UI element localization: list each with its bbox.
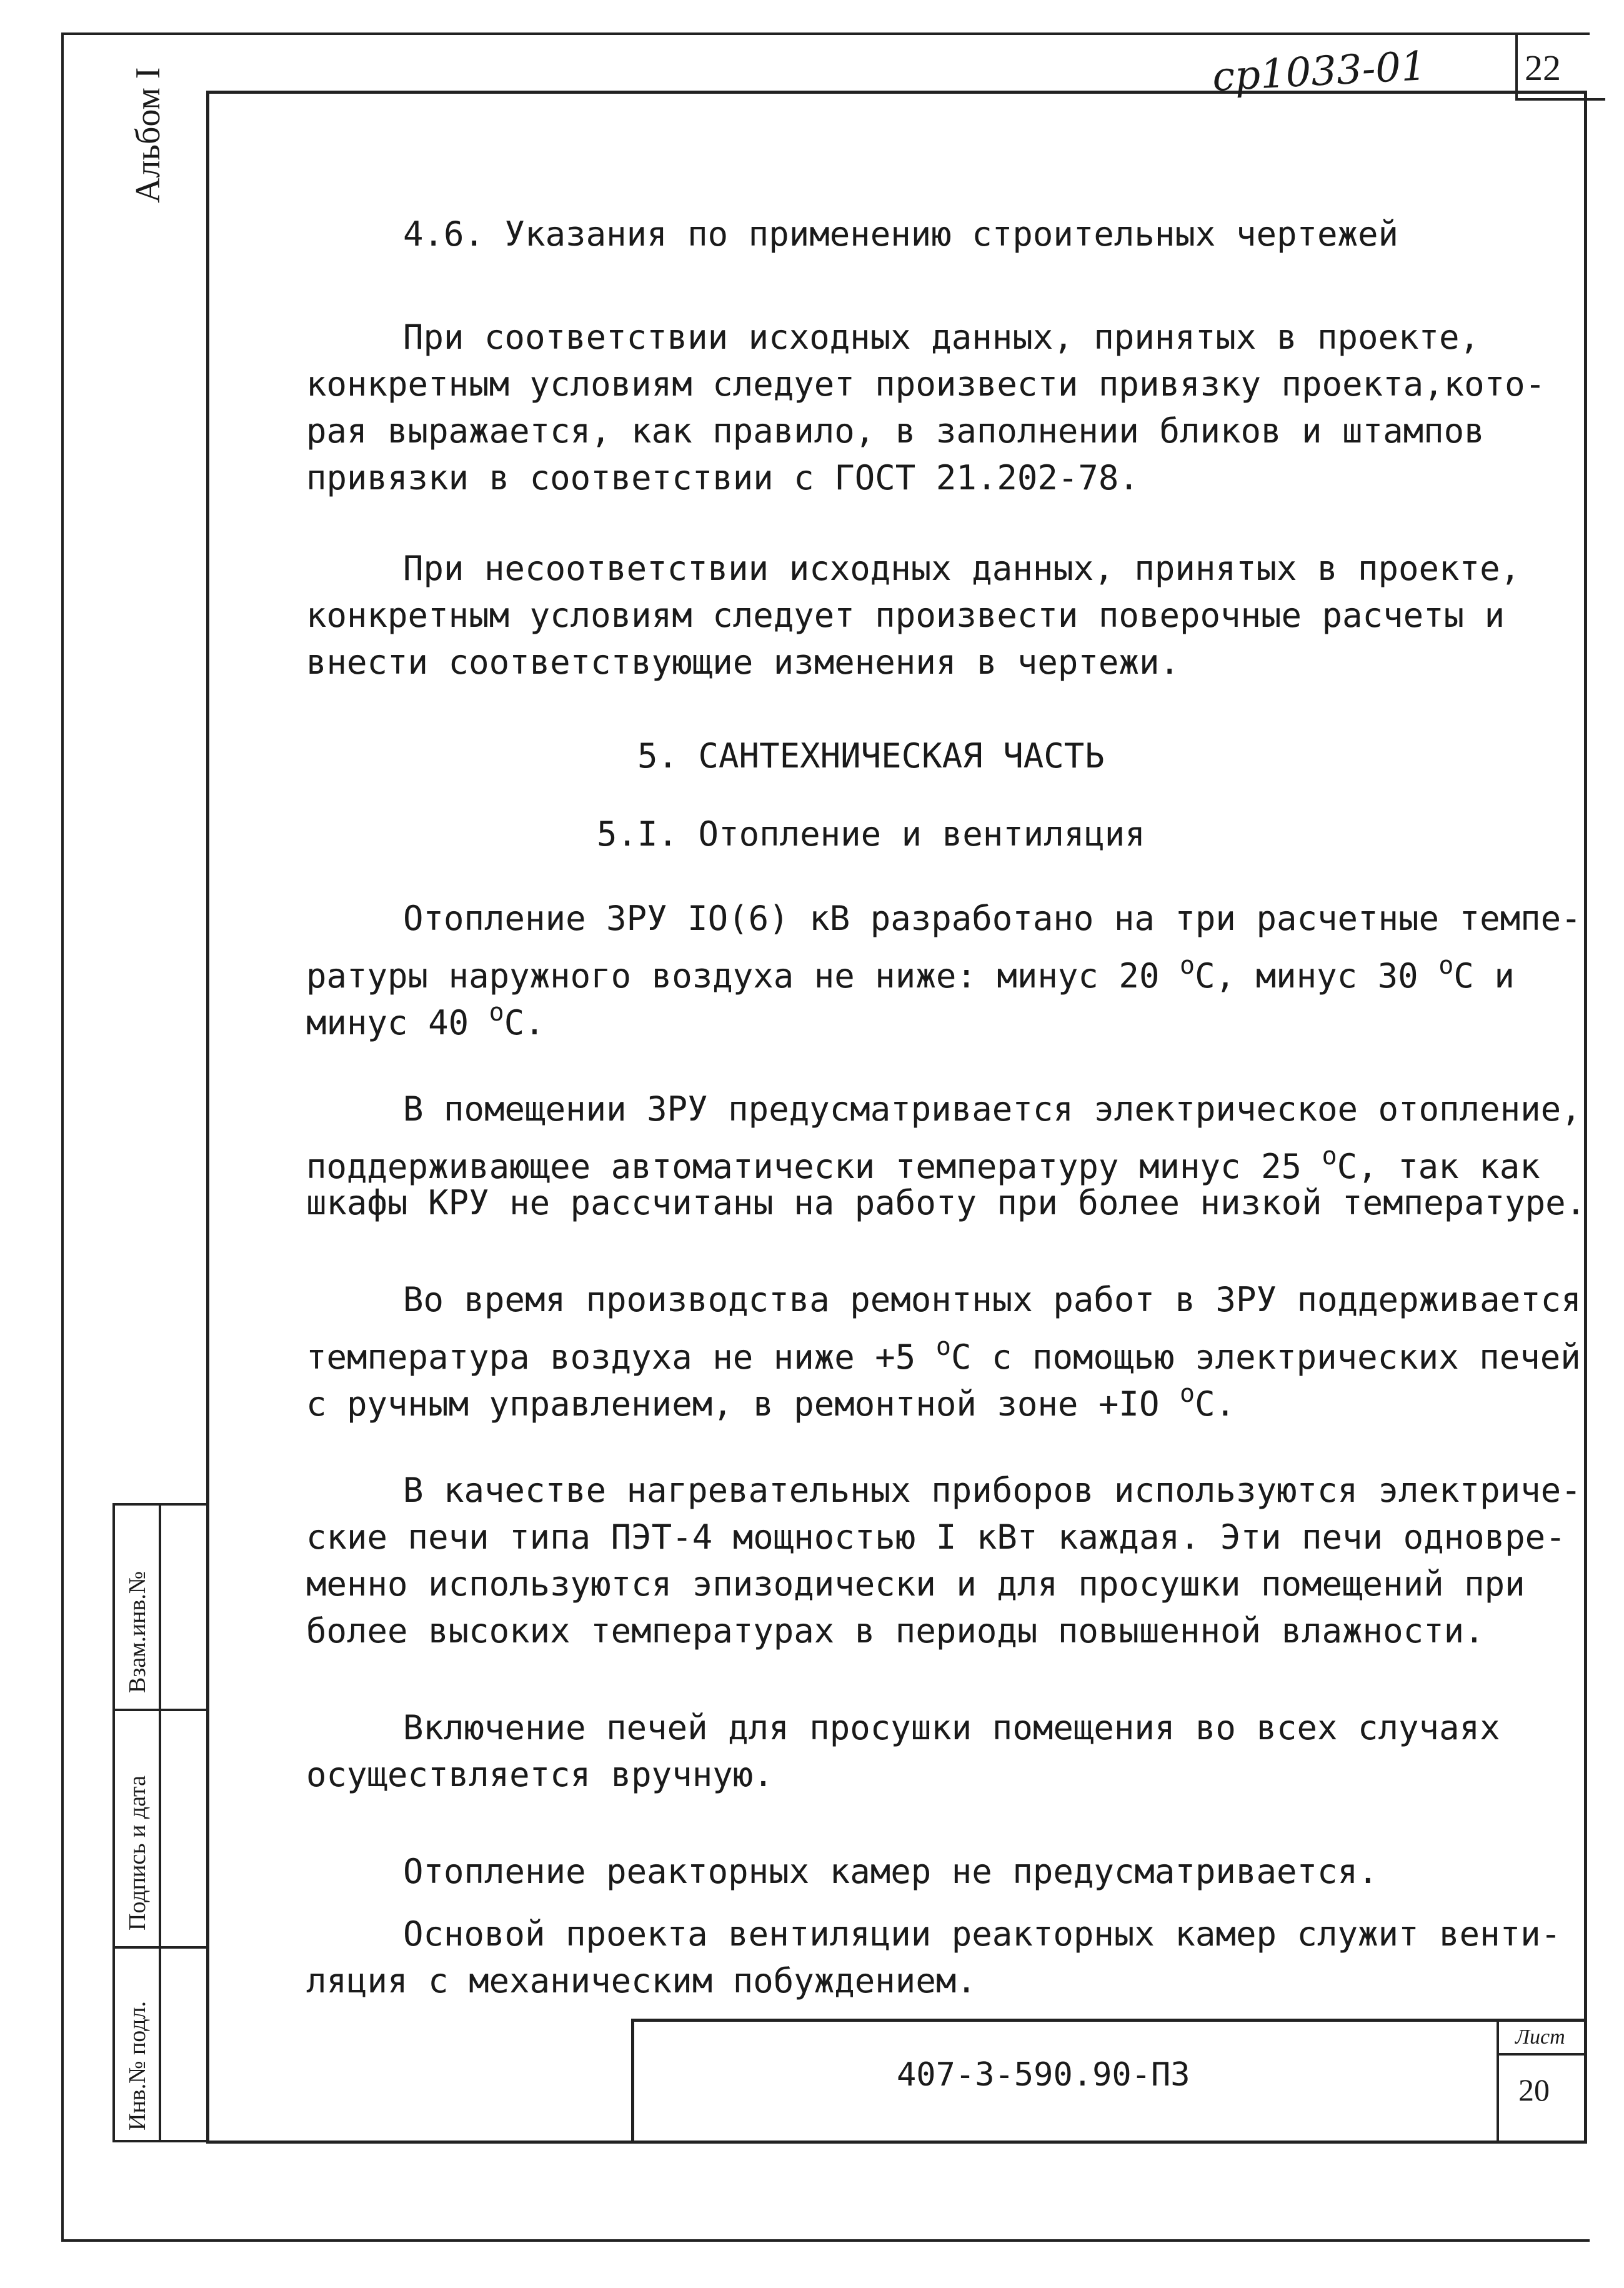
degree-sign: о <box>1179 1379 1195 1408</box>
paragraph-line: осуществляется вручную. <box>306 1755 774 1794</box>
paragraph-line: менно используются эпизодически и для просушки помещений при <box>306 1564 1525 1604</box>
paragraph-line: внести соответствующие изменения в чертежи. <box>306 642 1180 682</box>
side-table-row-line <box>115 1709 209 1711</box>
paragraph-line: Во время производства ремонтных работ в ЗРУ поддерживается <box>403 1280 1582 1319</box>
degree-sign: о <box>1322 1142 1337 1171</box>
side-table-divider <box>159 1506 161 2140</box>
stamp-list-label: Лист <box>1515 2026 1565 2049</box>
handwritten-doc-code: ср1033-01 <box>1211 43 1428 101</box>
side-approval-table <box>112 1503 209 2142</box>
paragraph-line: шкафы КРУ не рассчитаны на работу при более низкой температуре. <box>306 1183 1587 1222</box>
paragraph-line: с ручным управлением, в ремонтной зоне +IO $^о$С. <box>306 1379 1236 1424</box>
paragraph-line: поддерживающее автоматически температуру минус 25 $^о$С, так как <box>306 1142 1540 1186</box>
section-5-title: 5. САНТЕХНИЧЕСКАЯ ЧАСТЬ <box>637 736 1105 776</box>
paragraph-line: конкретным условиям следует произвести поверочные расчеты и <box>306 596 1505 635</box>
stamp-doc-code: 407-3-590.90-ПЗ <box>897 2056 1190 2094</box>
section-5-1-subtitle: 5.I. Отопление и вентиляция <box>597 814 1145 854</box>
paragraph-line: минус 40 $^о$С. <box>306 998 545 1042</box>
paragraph-line: ляция с механическим побуждением. <box>306 1961 977 2001</box>
paragraph-line: привязки в соответствии с ГОСТ 21.202-78. <box>306 458 1139 497</box>
side-label-podpis: Подпись и дата <box>124 1775 151 1931</box>
paragraph-line: В помещении ЗРУ предусматривается электрическое отопление, <box>403 1089 1582 1129</box>
side-label-vzam: Взам.инв.№ <box>124 1571 151 1693</box>
sheet-number: 22 <box>1525 47 1561 88</box>
paragraph-line: При соответствии исходных данных, принятых в проекте, <box>403 317 1480 357</box>
degree-sign: о <box>489 998 504 1027</box>
paragraph-line: температура воздуха не ниже +5 $^о$С с помощью электрических печей <box>306 1332 1581 1377</box>
degree-sign: о <box>935 1332 951 1361</box>
paragraph-line: ские печи типа ПЭТ-4 мощностью I кВт каждая. Эти печи одновре- <box>306 1517 1566 1557</box>
paragraph-line: Отопление реакторных камер не предусматривается. <box>403 1852 1378 1891</box>
paragraph-line: Отопление ЗРУ IO(6) кВ разработано на три расчетные темпе- <box>403 899 1582 938</box>
paragraph-line: Включение печей для просушки помещения во всех случаях <box>403 1708 1500 1747</box>
paragraph-line: Основой проекта вентиляции реакторных камер служит венти- <box>403 1914 1562 1954</box>
album-label: Альбом I <box>129 67 167 203</box>
section-4-6-title: 4.6. Указания по применению строительных чертежей <box>403 214 1399 254</box>
paragraph-line: рая выражается, как правило, в заполнении бликов и штампов <box>306 411 1485 451</box>
side-label-inv: Инв.№ подл. <box>124 2001 151 2131</box>
paragraph-line: более высоких температурах в периоды повышенной влажности. <box>306 1611 1485 1651</box>
degree-sign: о <box>1179 951 1195 980</box>
stamp-list-number: 20 <box>1518 2072 1550 2107</box>
side-table-row-line <box>115 1946 209 1949</box>
paragraph-line: При несоответствии исходных данных, принятых в проекте, <box>403 549 1521 588</box>
paragraph-line: В качестве нагревательных приборов используются электриче- <box>403 1471 1582 1510</box>
paragraph-line: конкретным условиям следует произвести привязку проекта,кото- <box>306 364 1546 404</box>
paragraph-line: ратуры наружного воздуха не ниже: минус 20 $^о$С, минус 30 $^о$С и <box>306 951 1515 996</box>
degree-sign: о <box>1438 951 1454 980</box>
